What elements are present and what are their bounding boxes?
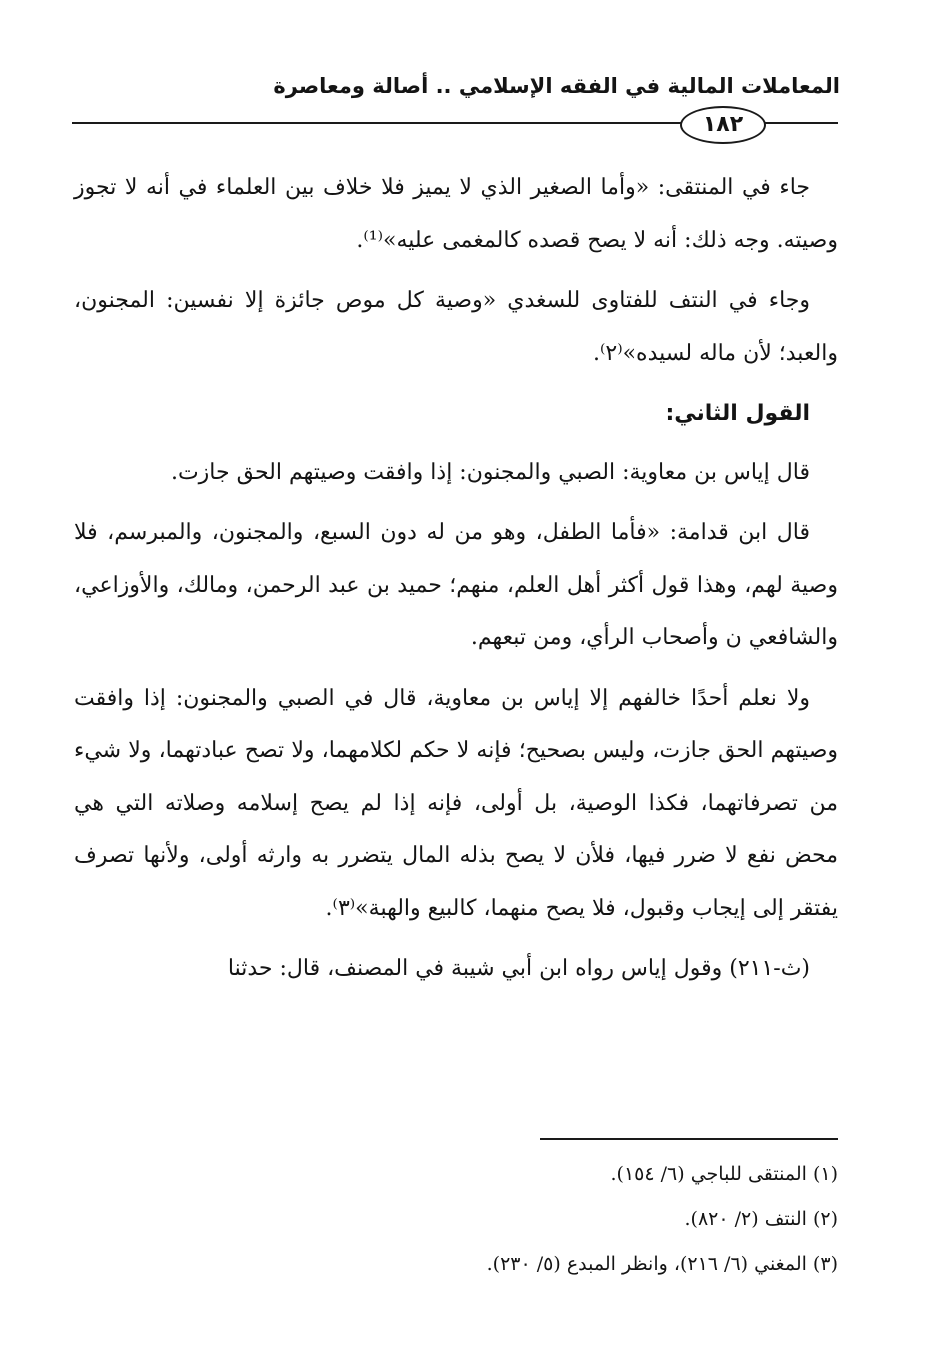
paragraph-athar-211: (ث-٢١١) وقول إياس رواه ابن أبي شيبة في المصنف، قال: حدثنا [227,956,810,981]
footnotes [74,1152,838,1287]
footnote-3: (٣) المغني (٦/ ٢١٦)، وانظر المبدع (٥/ ٢٣٠). [486,1253,838,1275]
paragraph-ibn-qudama-quote: قال ابن قدامة: «فأما الطفل، وهو من له دون السبع، والمجنون، والمبرسم، فلا وصية لهم، وهذا قول أكثر أهل العلم، منهم؛ حميد بن عبد الرحمن، ومالك، والأوزاعي، والشافعي ن وأصحاب الرأي، ومن تبعهم. [74,520,838,650]
footnote-2: (٢) النتف (٢/ ٨٢٠). [684,1208,838,1230]
running-header-title: المعاملات المالية في الفقه الإسلامي .. أصالة ومعاصرة [273,74,840,98]
footnote-separator [540,1138,838,1140]
paragraph-muntaqa-quote: جاء في المنتقى: «وأما الصغير الذي لا يميز فلا خلاف بين العلماء في أنه لا تجوز وصيته. وجه ذلك: أنه لا يصح قصده كالمغمى عليه»⁽¹⁾. [74,175,838,253]
section-heading-second-opinion: القول الثاني: [665,401,810,426]
main-text [74,162,838,1004]
footnote-1: (١) المنتقى للباجي (٦/ ١٥٤). [610,1163,838,1185]
paragraph-refutation: ولا نعلم أحدًا خالفهم إلا إياس بن معاوية، قال في الصبي والمجنون: إذا وافقت وصيتهم الحق جازت، وليس بصحيح؛ فإنه لا حكم لكلامهما، ولا تصح عبادتهما، ولا شيء من تصرفاتهما، فكذا الوصية، بل أولى، فإنه إذا لم يصح إسلامه وصلاته التي هي محض نفع لا ضرر فيها، فلأن لا يصح بذله المال يتضرر به وارثه أولى، ولأنها تصرف يفتقر إلى إيجاب وقبول، فلا يصح منهما، كالبيع والهبة»⁽٣⁾. [74,685,839,921]
page-number: ١٨٢ [680,106,766,144]
paragraph-nutaf-quote: وجاء في النتف للفتاوى للسغدي «وصية كل موص جائزة إلا نفسين: المجنون، والعبد؛ لأن ماله لسيده»⁽٢⁾. [74,288,838,366]
paragraph-iyas-opinion: قال إياس بن معاوية: الصبي والمجنون: إذا وافقت وصيتهم الحق جازت. [170,459,810,485]
